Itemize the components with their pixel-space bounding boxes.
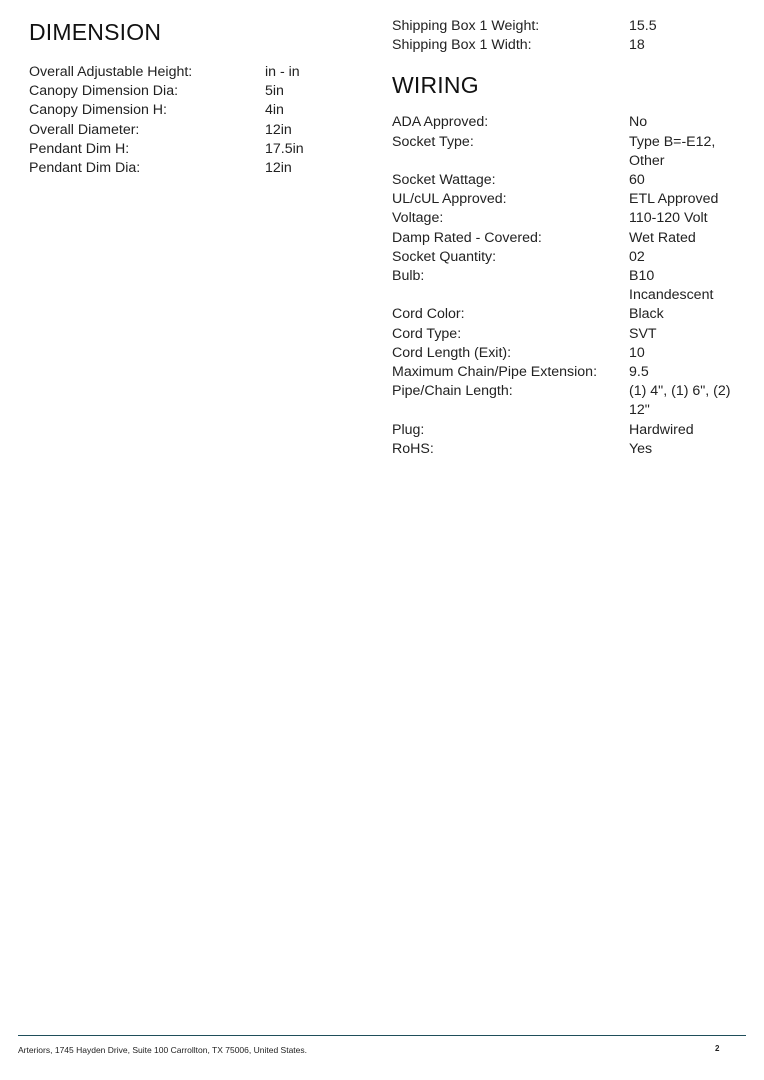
spec-value: B10 Incandescent <box>629 268 714 304</box>
spec-row <box>392 248 742 267</box>
spec-label: Shipping Box 1 Weight: <box>392 18 540 34</box>
spec-row <box>392 421 742 440</box>
spec-value: 18 <box>629 37 645 54</box>
spec-label: Plug: <box>392 421 425 438</box>
spec-row <box>392 344 742 363</box>
shipping-wiring-column <box>392 0 742 459</box>
spec-row <box>29 121 349 140</box>
spec-label: Pendant Dim H: <box>29 140 130 157</box>
dimension-column <box>29 0 349 178</box>
spec-value: 15.5 <box>629 18 657 34</box>
spec-row <box>392 133 742 171</box>
spec-value: 110-120 Volt <box>629 210 708 227</box>
spec-value: 9.5 <box>629 364 649 381</box>
page-number: 2 <box>715 1044 720 1053</box>
spec-label: RoHS: <box>392 440 434 457</box>
spec-label: Canopy Dimension H: <box>29 102 167 119</box>
spec-label: Pendant Dim Dia: <box>29 160 141 177</box>
spec-label: Voltage: <box>392 210 444 227</box>
spec-value: Wet Rated <box>629 229 696 246</box>
spec-value: 12in <box>265 160 292 177</box>
dimension-list <box>29 63 349 178</box>
spec-label: Socket Quantity: <box>392 248 497 265</box>
spec-row <box>392 171 742 190</box>
spec-value: Hardwired <box>629 421 694 438</box>
wiring-heading: WIRING <box>392 72 479 99</box>
spec-label: Socket Type: <box>392 133 474 150</box>
spec-row <box>392 113 742 132</box>
spec-value: SVT <box>629 325 657 342</box>
spec-value: Yes <box>629 440 653 457</box>
spec-row <box>392 267 742 305</box>
footer-divider <box>18 1035 746 1036</box>
spec-row <box>392 363 742 382</box>
footer-address: Arteriors, 1745 Hayden Drive, Suite 100 Carrollton, TX 75006, United States. <box>18 1045 307 1055</box>
spec-label: Overall Diameter: <box>29 121 140 138</box>
spec-label: UL/cUL Approved: <box>392 191 507 208</box>
spec-value: ETL Approved <box>629 191 719 208</box>
spec-value: 60 <box>629 172 645 189</box>
spec-label: Pipe/Chain Length: <box>392 383 513 400</box>
spec-value: 12in <box>265 121 292 138</box>
spec-label: Shipping Box 1 Width: <box>392 37 532 54</box>
spec-label: ADA Approved: <box>392 114 489 131</box>
shipping-list <box>392 0 742 55</box>
spec-row <box>392 325 742 344</box>
spec-row <box>392 190 742 209</box>
spec-row <box>392 229 742 248</box>
spec-label: Canopy Dimension Dia: <box>29 83 179 100</box>
spec-row <box>392 440 742 459</box>
spec-row <box>29 101 349 120</box>
spec-value: in - in <box>265 64 300 80</box>
spec-row <box>29 82 349 101</box>
spec-value: 5in <box>265 83 284 100</box>
spec-label: Bulb: <box>392 268 425 285</box>
spec-value: (1) 4", (1) 6", (2) 12" <box>629 383 731 419</box>
spec-label: Overall Adjustable Height: <box>29 64 193 80</box>
spec-label: Maximum Chain/Pipe Extension: <box>392 364 598 381</box>
spec-value: Type B=-E12, Other <box>629 133 716 169</box>
spec-row <box>29 63 349 82</box>
spec-value: No <box>629 114 648 131</box>
spec-row <box>392 382 742 420</box>
spec-row <box>392 305 742 324</box>
spec-value: 10 <box>629 344 645 361</box>
spec-row <box>392 36 742 55</box>
spec-row <box>392 209 742 228</box>
spec-value: 17.5in <box>265 140 304 157</box>
wiring-list <box>392 113 742 459</box>
spec-value: Black <box>629 306 664 323</box>
spec-label: Cord Color: <box>392 306 465 323</box>
spec-label: Cord Length (Exit): <box>392 344 512 361</box>
spec-label: Cord Type: <box>392 325 462 342</box>
dimension-heading: DIMENSION <box>29 19 162 45</box>
spec-row <box>392 17 742 36</box>
spec-row <box>29 159 349 178</box>
spec-value: 02 <box>629 248 645 265</box>
spec-value: 4in <box>265 102 284 119</box>
spec-label: Damp Rated - Covered: <box>392 229 542 246</box>
spec-label: Socket Wattage: <box>392 172 496 189</box>
spec-row <box>29 140 349 159</box>
